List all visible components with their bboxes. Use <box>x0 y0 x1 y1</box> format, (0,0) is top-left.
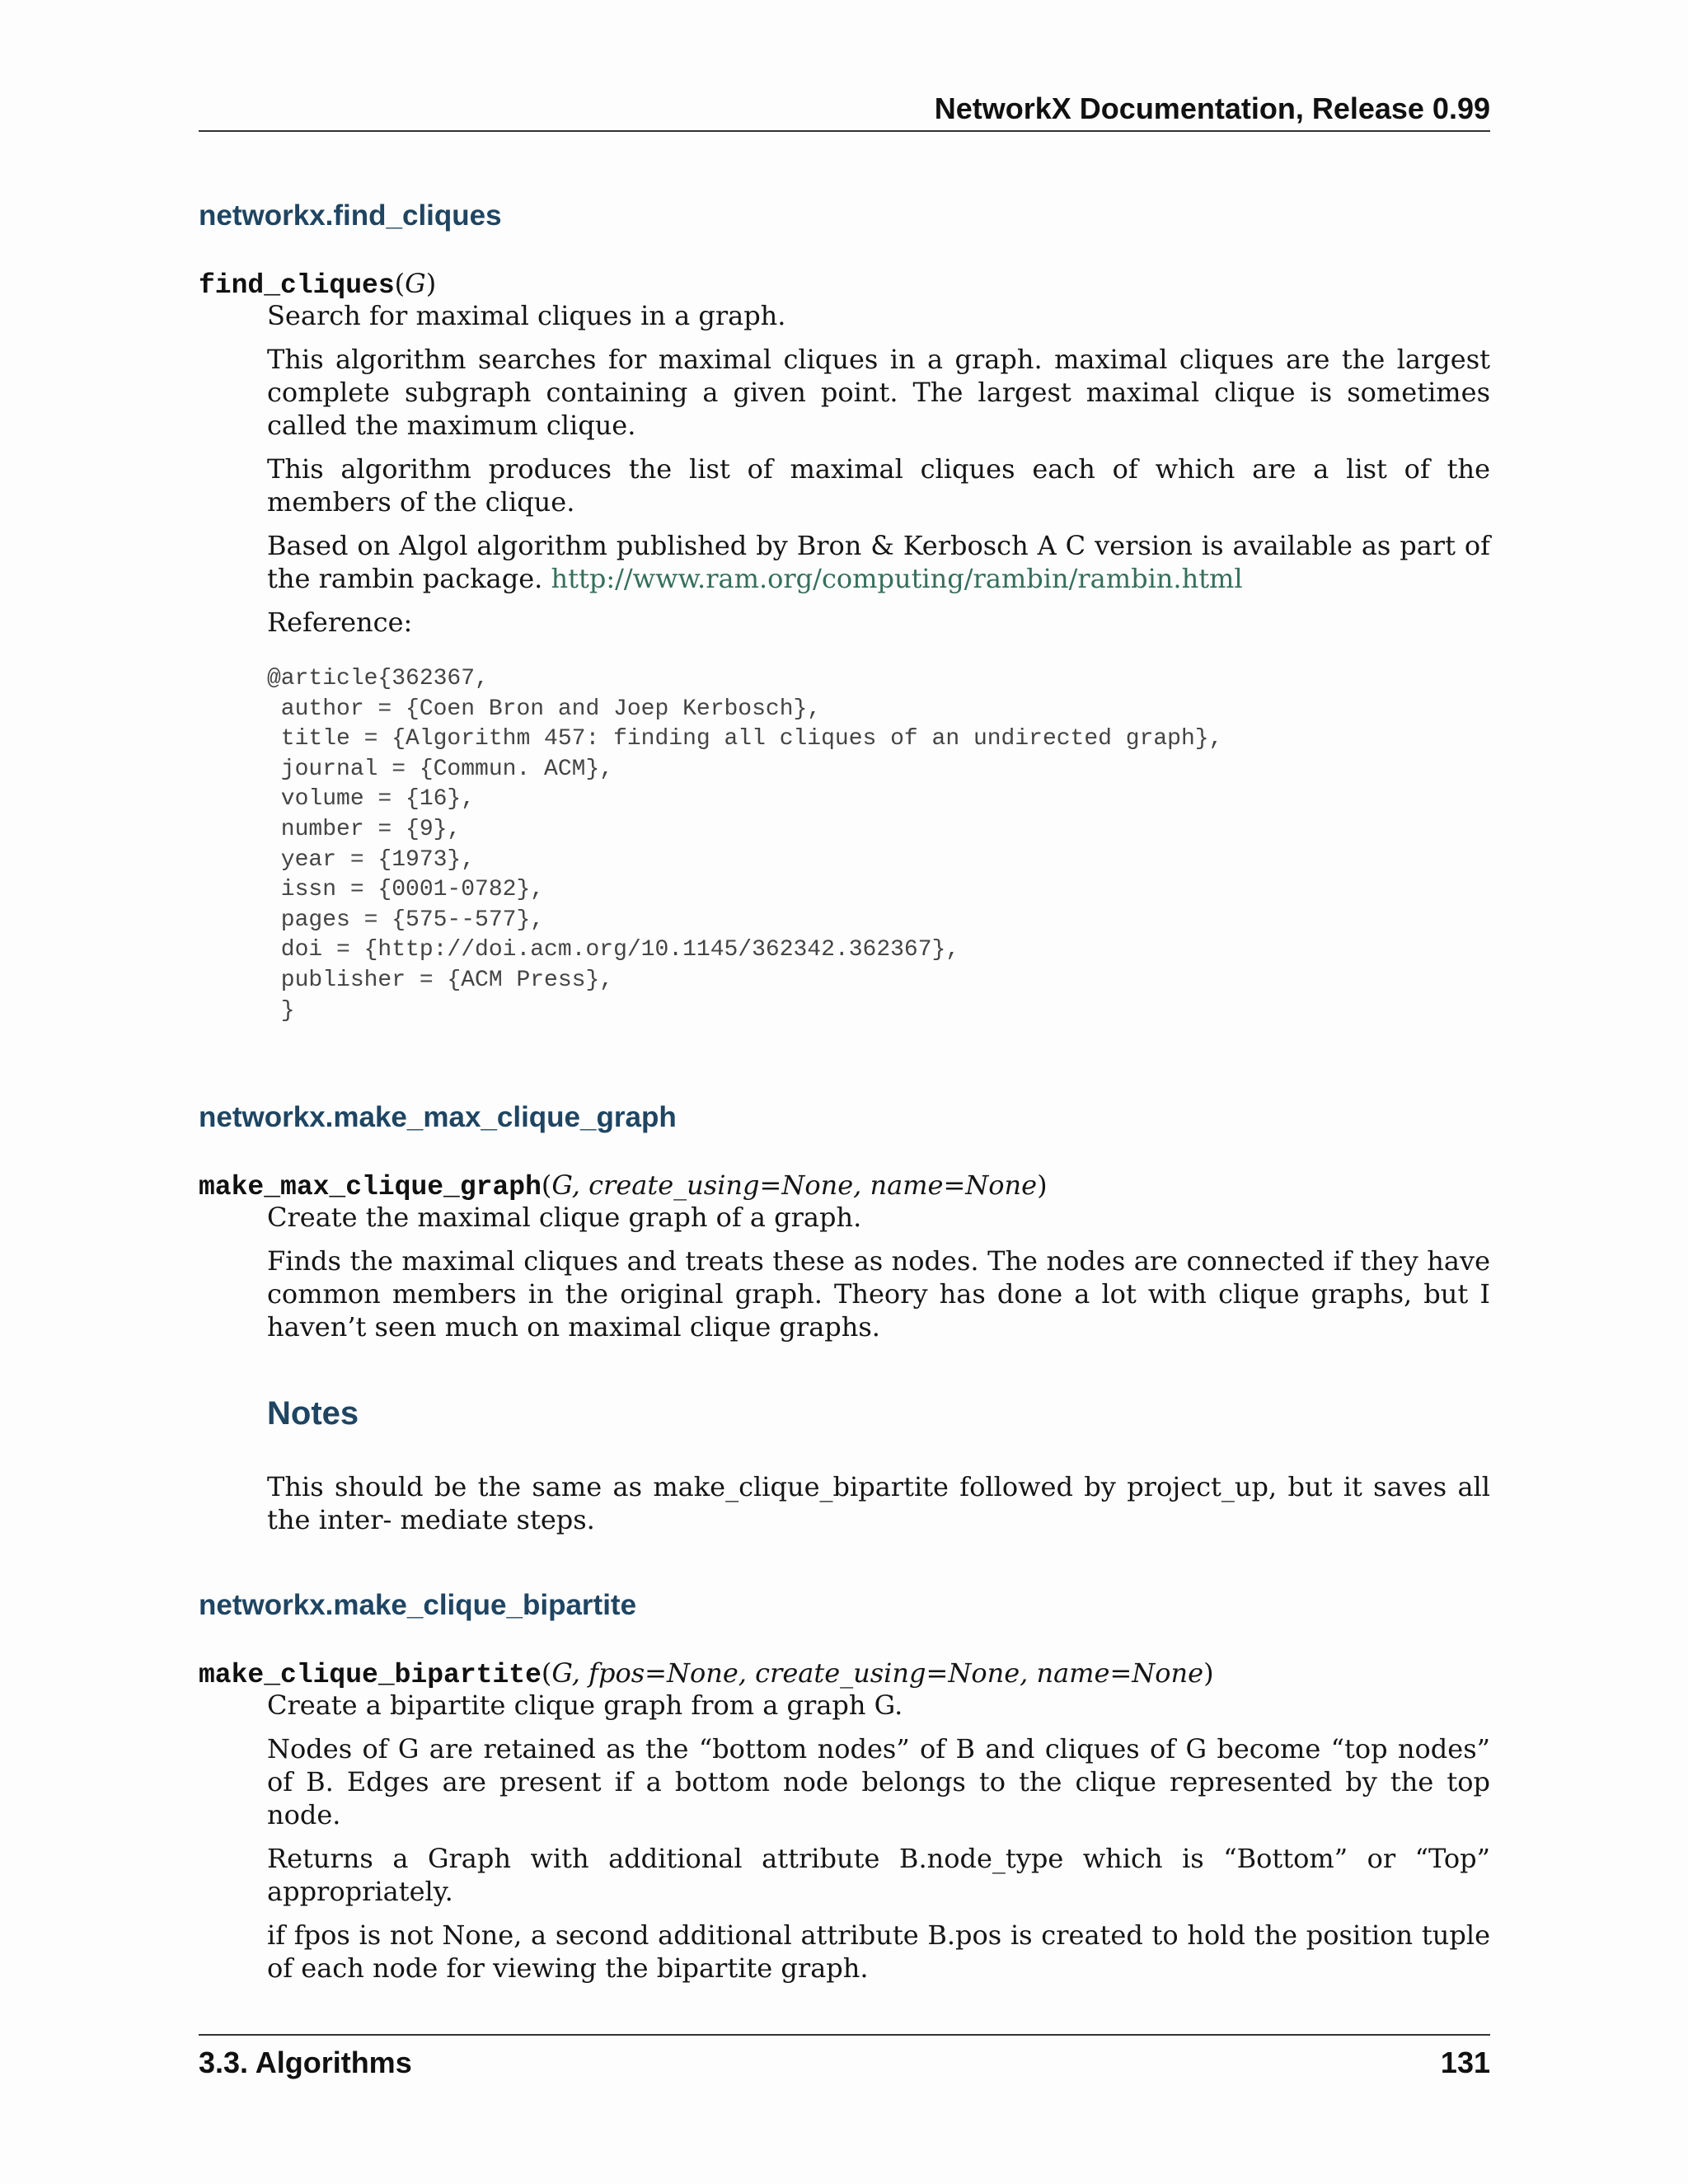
reference-label: Reference: <box>267 607 413 638</box>
description-find-cliques <box>267 299 1490 639</box>
paragraph: This algorithm searches for maximal cliques in a graph. maximal cliques are the largest complete subgraph containing a given point. The largest maximal clique is sometimes called the maximum clique. <box>267 344 1490 441</box>
section-heading-find-cliques[interactable]: networkx.find_cliques <box>199 199 502 232</box>
based-on-text: Based on Algol algorithm published by Bron & Kerbosch A C version is available as part of the rambin package. <box>267 530 1490 594</box>
notes-paragraph: This should be the same as make_clique_bipartite followed by project_up, but it saves all the inter- mediate steps. <box>267 1471 1490 1535</box>
paragraph: This algorithm produces the list of maximal cliques each of which are a list of the members of the clique. <box>267 453 1490 518</box>
summary: Search for maximal cliques in a graph. <box>267 300 786 331</box>
notes-text <box>267 1470 1490 1536</box>
description-make-max-clique-graph <box>267 1201 1490 1343</box>
page-number: 131 <box>1440 2046 1490 2079</box>
paragraph: if fpos is not None, a second additional attribute B.pos is created to hold the position tuple of each node for viewing the bipartite graph. <box>267 1919 1490 1984</box>
signature-make-max-clique-graph: make_max_clique_graph(G, create_using=None, name=None) <box>199 1169 1048 1202</box>
signature-find-cliques: find_cliques(G) <box>199 268 437 301</box>
function-params: G, fpos=None, create_using=None, name=None <box>551 1657 1204 1689</box>
notes-heading: Notes <box>267 1395 359 1432</box>
footer-section: 3.3. Algorithms <box>199 2046 412 2079</box>
paragraph: Nodes of G are retained as the “bottom nodes” of B and cliques of G become “top nodes” of B. Edges are present if a bottom node belongs to the clique represented by the top node. <box>267 1733 1490 1830</box>
description-make-clique-bipartite <box>267 1689 1490 1985</box>
running-footer <box>199 2034 1490 2082</box>
bibtex-code-block: @article{362367, author = {Coen Bron and Joep Kerbosch}, title = {Algorithm 457: finding all cliques of an undirected graph}, journal = {Commun. ACM}, volume = {16}, number = {9}, year = {1973}, issn = {0001-0782}, pages = {575--577}, doi = {http://doi.acm.org/10.1145/362342.362367}, publisher = {ACM Press}, } <box>267 666 1223 1024</box>
paragraph: Returns a Graph with additional attribute B.node_type which is “Bottom” or “Top” appropriately. <box>267 1843 1490 1907</box>
function-name: find_cliques <box>199 270 395 301</box>
running-header: NetworkX Documentation, Release 0.99 <box>199 92 1490 132</box>
section-heading-make-max-clique-graph[interactable]: networkx.make_max_clique_graph <box>199 1101 677 1133</box>
summary: Create the maximal clique graph of a graph. <box>267 1202 862 1233</box>
summary: Create a bipartite clique graph from a graph G. <box>267 1690 903 1721</box>
function-params: G <box>405 268 426 299</box>
paragraph: Finds the maximal cliques and treats these as nodes. The nodes are connected if they have common members in the original graph. Theory has done a lot with clique graphs, but I haven’t seen much on maximal clique graphs. <box>267 1245 1490 1343</box>
signature-make-clique-bipartite: make_clique_bipartite(G, fpos=None, create_using=None, name=None) <box>199 1657 1214 1690</box>
paragraph <box>267 529 1490 595</box>
function-name: make_clique_bipartite <box>199 1660 542 1690</box>
function-name: make_max_clique_graph <box>199 1172 542 1202</box>
function-params: G, create_using=None, name=None <box>551 1169 1038 1201</box>
rambin-link[interactable]: http://www.ram.org/computing/rambin/rambin.html <box>551 563 1243 594</box>
section-heading-make-clique-bipartite[interactable]: networkx.make_clique_bipartite <box>199 1589 637 1621</box>
